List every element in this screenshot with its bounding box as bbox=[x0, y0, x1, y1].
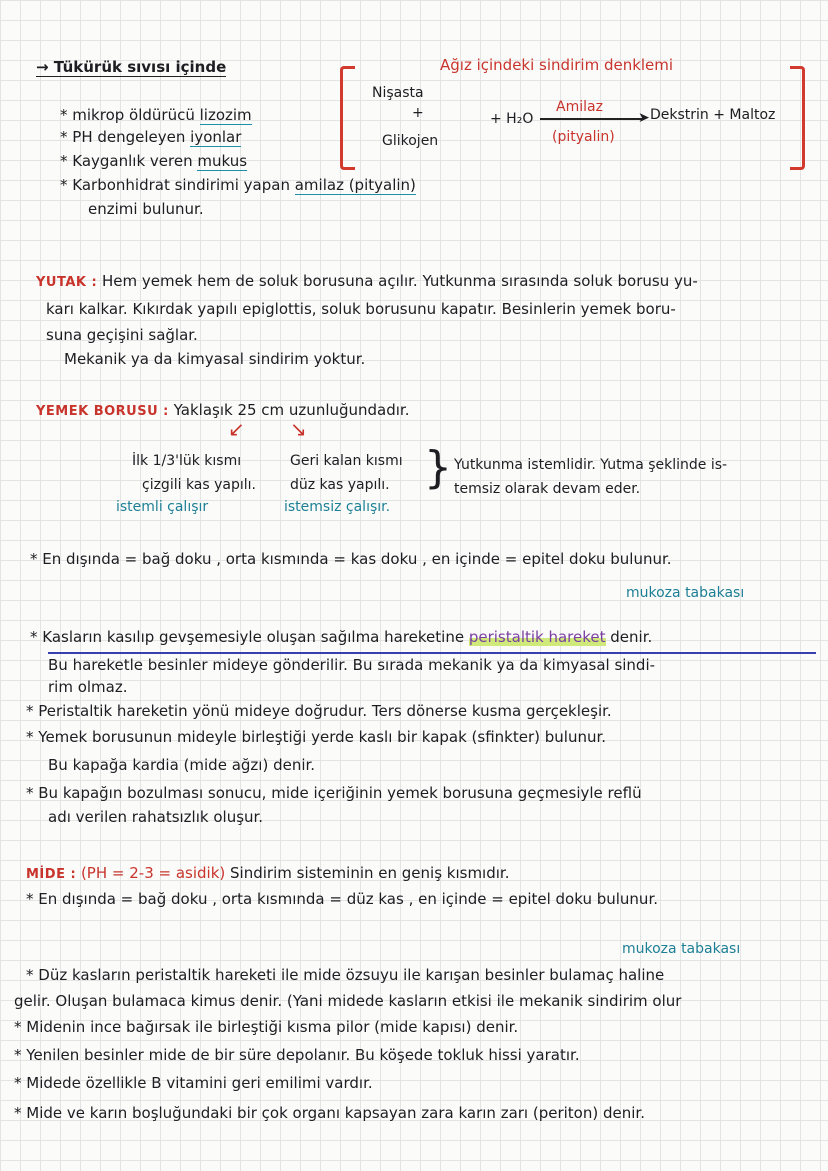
esophagus-layers: * En dışında = bağ doku , orta kısmında = kas doku , en içinde = epitel doku bulunur. bbox=[30, 550, 672, 568]
saliva-bullet-iyonlar: * PH dengeleyen iyonlar bbox=[60, 128, 242, 146]
saliva-heading: → Tükürük sıvısı içinde bbox=[36, 58, 227, 76]
esophagus-heading: YEMEK BORUSU : Yaklaşık 25 cm uzunluğundadır. bbox=[36, 401, 410, 419]
stomach-para5: * Midede özellikle B vitamini geri emilimi vardır. bbox=[14, 1074, 373, 1092]
peristalsis-line8: adı verilen rahatsızlık oluşur. bbox=[48, 808, 264, 826]
stomach-heading: MİDE : (PH = 2-3 = asidik) Sindirim sisteminin en geniş kısmıdır. bbox=[26, 864, 510, 882]
peristalsis-line5: * Yemek borusunun mideyle birleştiği yerde kaslı bir kapak (sfinkter) bulunur. bbox=[26, 728, 607, 746]
equation-enzyme: Amilaz bbox=[556, 99, 603, 115]
peristalsis-line1: * Kasların kasılıp gevşemesiyle oluşan sağılma hareketine peristaltik hareket denir. bbox=[30, 628, 653, 646]
stomach-para2: gelir. Oluşan bulamaca kimus denir. (Yani midede kasların etkisi ile mekanik sindirim olur bbox=[14, 992, 682, 1010]
stomach-para4: * Yenilen besinler mide de bir süre depolanır. Bu köşede tokluk hissi yaratır. bbox=[14, 1046, 580, 1064]
equation-bracket-right bbox=[790, 66, 805, 170]
equation-products: Dekstrin + Maltoz bbox=[650, 107, 776, 123]
esophagus-note1: Yutkunma istemlidir. Yutma şeklinde is- bbox=[454, 457, 728, 473]
saliva-bullet-amilaz-cont: enzimi bulunur. bbox=[88, 200, 204, 218]
esophagus-left2: çizgili kas yapılı. bbox=[142, 477, 256, 493]
peristalsis-line2: Bu hareketle besinler mideye gönderilir. Bu sırada mekanik ya da kimyasal sindi- bbox=[48, 656, 656, 674]
peristalsis-line7: * Bu kapağın bozulması sonucu, mide içeriğinin yemek borusuna geçmesiyle reflü bbox=[26, 784, 642, 802]
peristalsis-line4: * Peristaltik hareketin yönü mideye doğrudur. Ters dönerse kusma gerçekleşir. bbox=[26, 702, 612, 720]
equation-arrow bbox=[540, 118, 644, 120]
stomach-para1: * Düz kasların peristaltik hareketi ile mide özsuyu ile karışan besinler bulamaç haline bbox=[26, 966, 665, 984]
peristalsis-highlight-line bbox=[48, 652, 816, 654]
esophagus-brace: } bbox=[424, 442, 452, 493]
equation-water: + H₂O bbox=[490, 111, 534, 127]
equation-reactant-nisasta: Nişasta bbox=[372, 85, 424, 101]
stomach-mucosa-label: mukoza tabakası bbox=[622, 941, 741, 957]
esophagus-right2: düz kas yapılı. bbox=[290, 477, 390, 493]
esophagus-note2: temsiz olarak devam eder. bbox=[454, 481, 641, 497]
pharynx-line4: Mekanik ya da kimyasal sindirim yoktur. bbox=[64, 350, 366, 368]
peristalsis-line6: Bu kapağa kardia (mide ağzı) denir. bbox=[48, 756, 316, 774]
equation-plus: + bbox=[412, 105, 424, 121]
pharynx-line2: karı kalkar. Kıkırdak yapılı epiglottis, soluk borusunu kapatır. Besinlerin yemek boru- bbox=[46, 300, 676, 318]
equation-arrow-head: ➤ bbox=[638, 110, 650, 126]
stomach-para6: * Mide ve karın boşluğundaki bir çok organı kapsayan zara karın zarı (periton) denir. bbox=[14, 1104, 645, 1122]
esophagus-left1: İlk 1/3'lük kısmı bbox=[132, 453, 242, 469]
equation-title: Ağız içindeki sindirim denklemi bbox=[440, 56, 674, 74]
esophagus-right1: Geri kalan kısmı bbox=[290, 453, 403, 469]
stomach-para3: * Midenin ince bağırsak ile birleştiği kısma pilor (mide kapısı) denir. bbox=[14, 1018, 519, 1036]
peristalsis-line3: rim olmaz. bbox=[48, 678, 128, 696]
saliva-bullet-lizozim: * mikrop öldürücü lizozim bbox=[60, 106, 252, 124]
stomach-layers: * En dışında = bağ doku , orta kısmında = düz kas , en içinde = epitel doku bulunur. bbox=[26, 890, 658, 908]
esophagus-left3: istemli çalışır bbox=[116, 499, 209, 515]
equation-bracket-left bbox=[340, 66, 355, 170]
pharynx-line1: YUTAK : Hem yemek hem de soluk borusuna açılır. Yutkunma sırasında soluk borusu yu- bbox=[36, 272, 698, 290]
saliva-bullet-mukus: * Kayganlık veren mukus bbox=[60, 152, 248, 170]
equation-enzyme-alt: (pityalin) bbox=[552, 129, 615, 145]
esophagus-arrow-right: ↘ bbox=[290, 417, 307, 441]
esophagus-arrow-left: ↙ bbox=[228, 417, 245, 441]
equation-reactant-glikojen: Glikojen bbox=[382, 133, 439, 149]
esophagus-mucosa-label: mukoza tabakası bbox=[626, 585, 745, 601]
pharynx-line3: suna geçişini sağlar. bbox=[46, 326, 198, 344]
esophagus-right3: istemsiz çalışır. bbox=[284, 499, 391, 515]
saliva-bullet-amilaz: * Karbonhidrat sindirimi yapan amilaz (pityalin) bbox=[60, 176, 416, 194]
